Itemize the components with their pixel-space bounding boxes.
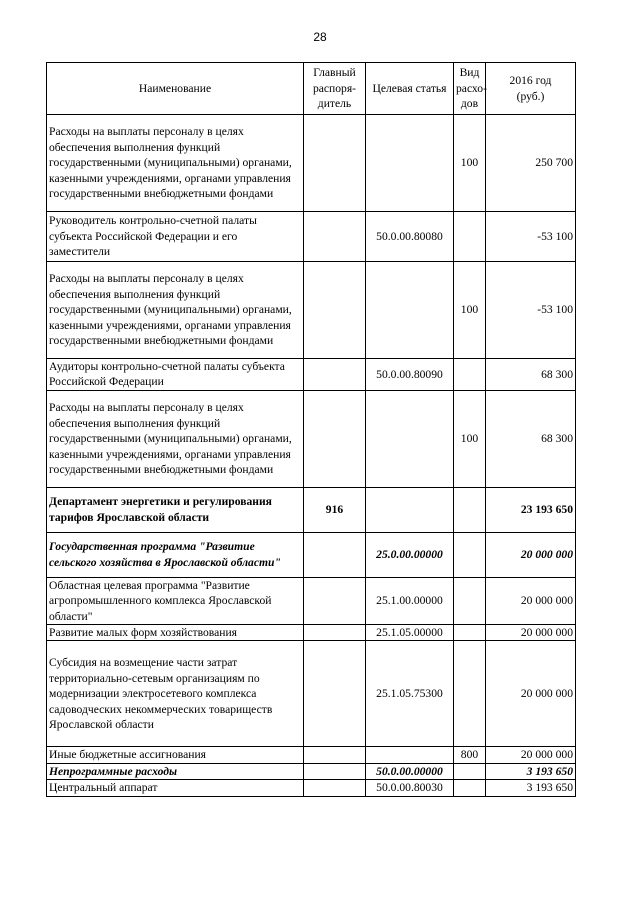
- cell-amount: 68 300: [486, 359, 576, 391]
- page-number: 28: [313, 30, 327, 44]
- cell-amount: 20 000 000: [486, 747, 576, 763]
- cell-amount: 250 700: [486, 115, 576, 212]
- cell-amount: 20 000 000: [486, 641, 576, 747]
- cell-name: Субсидия на возмещение части затрат территориально-сетевым организациям по модернизации электросетевого комплекса садоводческих некоммерческих товариществ Ярославской области: [47, 641, 304, 747]
- cell-expense-type: [454, 641, 486, 747]
- cell-expense-type: 100: [454, 390, 486, 487]
- cell-name: Непрограммные расходы: [47, 763, 304, 779]
- cell-name: Расходы на выплаты персоналу в целях обеспечения выполнения функций государственными (муниципальными) органами, казенными учреждениями, органами управления государственными внебюджетными фондами: [47, 262, 304, 359]
- cell-main-manager: [304, 390, 366, 487]
- budget-table: [46, 62, 576, 797]
- cell-name: Развитие малых форм хозяйствования: [47, 625, 304, 641]
- cell-expense-type: [454, 577, 486, 624]
- cell-expense-type: [454, 532, 486, 577]
- cell-main-manager: [304, 212, 366, 262]
- table-header-row: [47, 63, 576, 115]
- cell-main-manager: [304, 780, 366, 796]
- cell-amount: 20 000 000: [486, 625, 576, 641]
- cell-expense-type: [454, 780, 486, 796]
- header-amount: [486, 63, 576, 115]
- table-row: [47, 641, 576, 747]
- cell-name: Руководитель контрольно-счетной палаты субъекта Российской Федерации и его заместители: [47, 212, 304, 262]
- table-row: [47, 747, 576, 763]
- header-main-manager-line: Главный: [313, 66, 356, 80]
- cell-main-manager: 916: [304, 487, 366, 532]
- header-target-item: Целевая статья: [366, 63, 454, 115]
- cell-name: Центральный аппарат: [47, 780, 304, 796]
- cell-target-item: 50.0.00.80090: [366, 359, 454, 391]
- cell-amount: -53 100: [486, 262, 576, 359]
- cell-target-item: 25.0.00.00000: [366, 532, 454, 577]
- cell-amount: -53 100: [486, 212, 576, 262]
- cell-name: Иные бюджетные ассигнования: [47, 747, 304, 763]
- table-row: [47, 763, 576, 779]
- cell-target-item: 50.0.00.80080: [366, 212, 454, 262]
- cell-name: Расходы на выплаты персоналу в целях обеспечения выполнения функций государственными (муниципальными) органами, казенными учреждениями, органами управления государственными внебюджетными фондами: [47, 115, 304, 212]
- cell-target-item: 25.1.05.75300: [366, 641, 454, 747]
- table-row: [47, 577, 576, 624]
- header-name: Наименование: [47, 63, 304, 115]
- cell-target-item: 50.0.00.00000: [366, 763, 454, 779]
- cell-name: Расходы на выплаты персоналу в целях обеспечения выполнения функций государственными (муниципальными) органами, казенными учреждениями, органами управления государственными внебюджетными фондами: [47, 390, 304, 487]
- cell-main-manager: [304, 359, 366, 391]
- table-row: [47, 359, 576, 391]
- cell-target-item: [366, 262, 454, 359]
- cell-amount: 20 000 000: [486, 532, 576, 577]
- table-row: [47, 115, 576, 212]
- cell-target-item: 50.0.00.80030: [366, 780, 454, 796]
- cell-main-manager: [304, 532, 366, 577]
- cell-main-manager: [304, 747, 366, 763]
- table-row: [47, 390, 576, 487]
- cell-target-item: [366, 487, 454, 532]
- table-row: [47, 262, 576, 359]
- header-amount-line: (руб.): [516, 89, 545, 103]
- cell-expense-type: 100: [454, 262, 486, 359]
- cell-expense-type: 100: [454, 115, 486, 212]
- table-row: [47, 625, 576, 641]
- cell-amount: 20 000 000: [486, 577, 576, 624]
- header-expense-type: [454, 63, 486, 115]
- table-body: [47, 115, 576, 797]
- cell-name: Аудиторы контрольно-счетной палаты субъекта Российской Федерации: [47, 359, 304, 391]
- cell-main-manager: [304, 577, 366, 624]
- cell-name: Департамент энергетики и регулирования тарифов Ярославской области: [47, 487, 304, 532]
- header-expense-type-line: дов: [460, 97, 479, 111]
- cell-expense-type: 800: [454, 747, 486, 763]
- cell-expense-type: [454, 359, 486, 391]
- cell-expense-type: [454, 212, 486, 262]
- cell-name: Областная целевая программа "Развитие агропромышленного комплекса Ярославской области": [47, 577, 304, 624]
- table-row: [47, 532, 576, 577]
- cell-expense-type: [454, 625, 486, 641]
- header-expense-type-line: Вид: [459, 66, 480, 80]
- header-main-manager: [304, 63, 366, 115]
- cell-main-manager: [304, 115, 366, 212]
- cell-expense-type: [454, 487, 486, 532]
- cell-main-manager: [304, 625, 366, 641]
- cell-amount: 3 193 650: [486, 763, 576, 779]
- cell-amount: 23 193 650: [486, 487, 576, 532]
- cell-target-item: 25.1.05.00000: [366, 625, 454, 641]
- cell-amount: 3 193 650: [486, 780, 576, 796]
- cell-target-item: [366, 747, 454, 763]
- table-row: [47, 780, 576, 796]
- cell-target-item: [366, 115, 454, 212]
- cell-name: Государственная программа "Развитие сельского хозяйства в Ярославской области": [47, 532, 304, 577]
- cell-main-manager: [304, 641, 366, 747]
- table-row: [47, 212, 576, 262]
- cell-target-item: 25.1.00.00000: [366, 577, 454, 624]
- header-expense-type-line: расхо-: [456, 81, 487, 95]
- table-row: [47, 487, 576, 532]
- header-main-manager-line: распоря-: [312, 81, 357, 95]
- header-main-manager-line: дитель: [317, 97, 352, 111]
- cell-expense-type: [454, 763, 486, 779]
- cell-main-manager: [304, 763, 366, 779]
- header-amount-line: 2016 год: [509, 74, 552, 88]
- cell-target-item: [366, 390, 454, 487]
- cell-amount: 68 300: [486, 390, 576, 487]
- cell-main-manager: [304, 262, 366, 359]
